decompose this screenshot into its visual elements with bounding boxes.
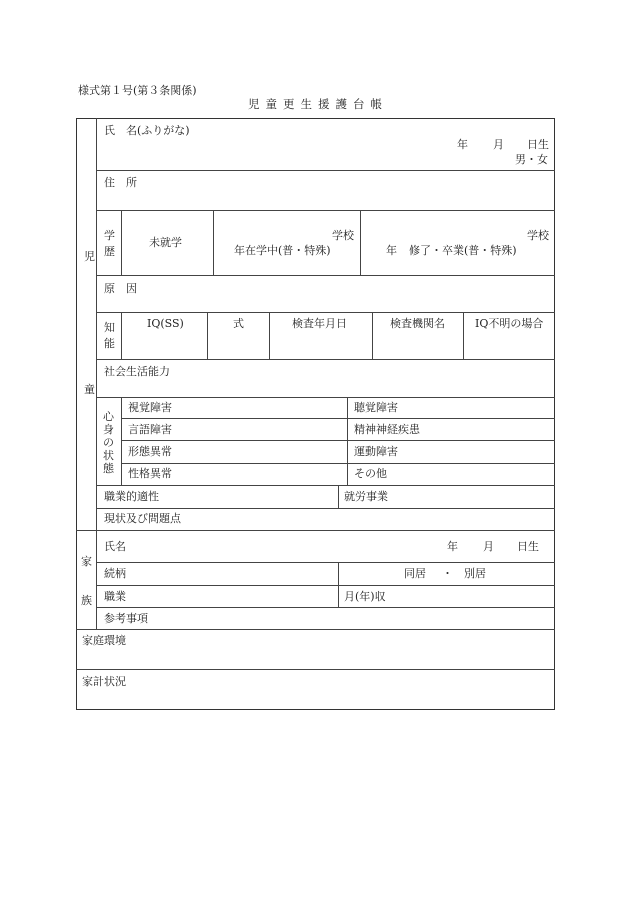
divider xyxy=(121,210,122,275)
divider xyxy=(96,170,555,171)
page-title: 児童更生援護台帳 xyxy=(248,97,388,111)
education-label-1: 学 xyxy=(104,229,115,242)
divider xyxy=(96,210,555,211)
family-side-label-2: 族 xyxy=(81,594,92,607)
divider xyxy=(96,585,555,586)
divider xyxy=(207,312,208,359)
divider xyxy=(269,312,270,359)
form-id: 様式第１号(第３条関係) xyxy=(78,84,197,97)
child-side-label-1: 児 xyxy=(84,250,95,263)
mental-disorder: 精神神経疾患 xyxy=(354,423,420,436)
family-side-label-1: 家 xyxy=(81,555,92,568)
income-label: 月(年)収 xyxy=(344,590,386,603)
speech-impairment: 言語障害 xyxy=(128,423,172,436)
mind-body-label-1: 心 xyxy=(103,410,114,423)
divider xyxy=(96,312,555,313)
cohabit-option: 同居 xyxy=(404,567,426,580)
section-divider xyxy=(76,629,555,630)
hearing-impairment: 聴覚障害 xyxy=(354,401,398,414)
family-birth-month: 月 xyxy=(483,540,494,553)
child-birth-year: 年 xyxy=(457,138,468,151)
pre-school: 未就学 xyxy=(149,236,182,249)
divider xyxy=(96,359,555,360)
divider xyxy=(96,397,555,398)
option-separator: ・ xyxy=(442,567,453,580)
divider xyxy=(96,607,555,608)
divider xyxy=(213,210,214,275)
divider xyxy=(121,418,555,419)
graduation-year: 年 xyxy=(386,244,397,257)
visual-impairment: 視覚障害 xyxy=(128,401,172,414)
mind-body-label-4: 状 xyxy=(103,449,114,462)
divider xyxy=(96,275,555,276)
divider xyxy=(121,440,555,441)
child-name-label: 氏 名(ふりがな) xyxy=(104,124,190,137)
divider xyxy=(121,312,122,359)
motor-impairment: 運動障害 xyxy=(354,445,398,458)
home-environment-label: 家庭環境 xyxy=(82,634,126,647)
family-name-label: 氏名 xyxy=(104,540,126,553)
other-condition: その他 xyxy=(354,467,387,480)
child-birth-month: 月 xyxy=(493,138,504,151)
household-finance-label: 家計状況 xyxy=(82,675,126,688)
formula-header: 式 xyxy=(233,317,244,330)
intelligence-label-1: 知 xyxy=(104,321,115,334)
family-birth-day: 日生 xyxy=(517,540,539,553)
divider xyxy=(338,485,339,508)
separate-option: 別居 xyxy=(464,567,486,580)
school-1: 学校 xyxy=(332,229,354,242)
school-2: 学校 xyxy=(527,229,549,242)
section-divider xyxy=(76,530,555,531)
divider xyxy=(96,485,555,486)
address-label: 住 所 xyxy=(104,176,137,189)
current-status-label: 現状及び問題点 xyxy=(104,512,181,525)
exam-date-header: 検査年月日 xyxy=(292,317,347,330)
divider xyxy=(360,210,361,275)
notes-label: 参考事項 xyxy=(104,612,148,625)
child-side-label-2: 童 xyxy=(84,383,95,396)
divider xyxy=(96,508,555,509)
iq-header: IQ(SS) xyxy=(147,317,184,330)
mind-body-label-5: 態 xyxy=(103,462,114,475)
side-column-divider xyxy=(96,118,97,629)
divider xyxy=(372,312,373,359)
enrolled-status: 年在学中(普・特殊) xyxy=(234,244,331,257)
child-birth-day: 日生 xyxy=(527,138,549,151)
iq-unknown-header: IQ不明の場合 xyxy=(475,317,544,330)
mind-body-label-3: の xyxy=(103,436,114,449)
family-birth-year: 年 xyxy=(447,540,458,553)
child-sex: 男・女 xyxy=(515,153,548,166)
vocational-aptitude-label: 職業的適性 xyxy=(104,490,159,503)
personality-abnormality: 性格異常 xyxy=(128,467,172,480)
divider xyxy=(463,312,464,359)
exam-org-header: 検査機関名 xyxy=(390,317,445,330)
divider xyxy=(121,397,122,485)
education-label-2: 歴 xyxy=(104,245,115,258)
mind-body-label-2: 身 xyxy=(103,423,114,436)
section-divider xyxy=(76,669,555,670)
relation-label: 続柄 xyxy=(104,567,126,580)
graduation-status: 修了・卒業(普・特殊) xyxy=(409,244,517,257)
divider xyxy=(347,397,348,485)
employment-label: 就労事業 xyxy=(344,490,388,503)
divider xyxy=(338,562,339,607)
divider xyxy=(96,562,555,563)
intelligence-label-2: 能 xyxy=(104,337,115,350)
occupation-label: 職業 xyxy=(104,590,126,603)
divider xyxy=(121,463,555,464)
form-abnormality: 形態異常 xyxy=(128,445,172,458)
cause-label: 原 因 xyxy=(104,282,137,295)
social-ability-label: 社会生活能力 xyxy=(104,365,170,378)
